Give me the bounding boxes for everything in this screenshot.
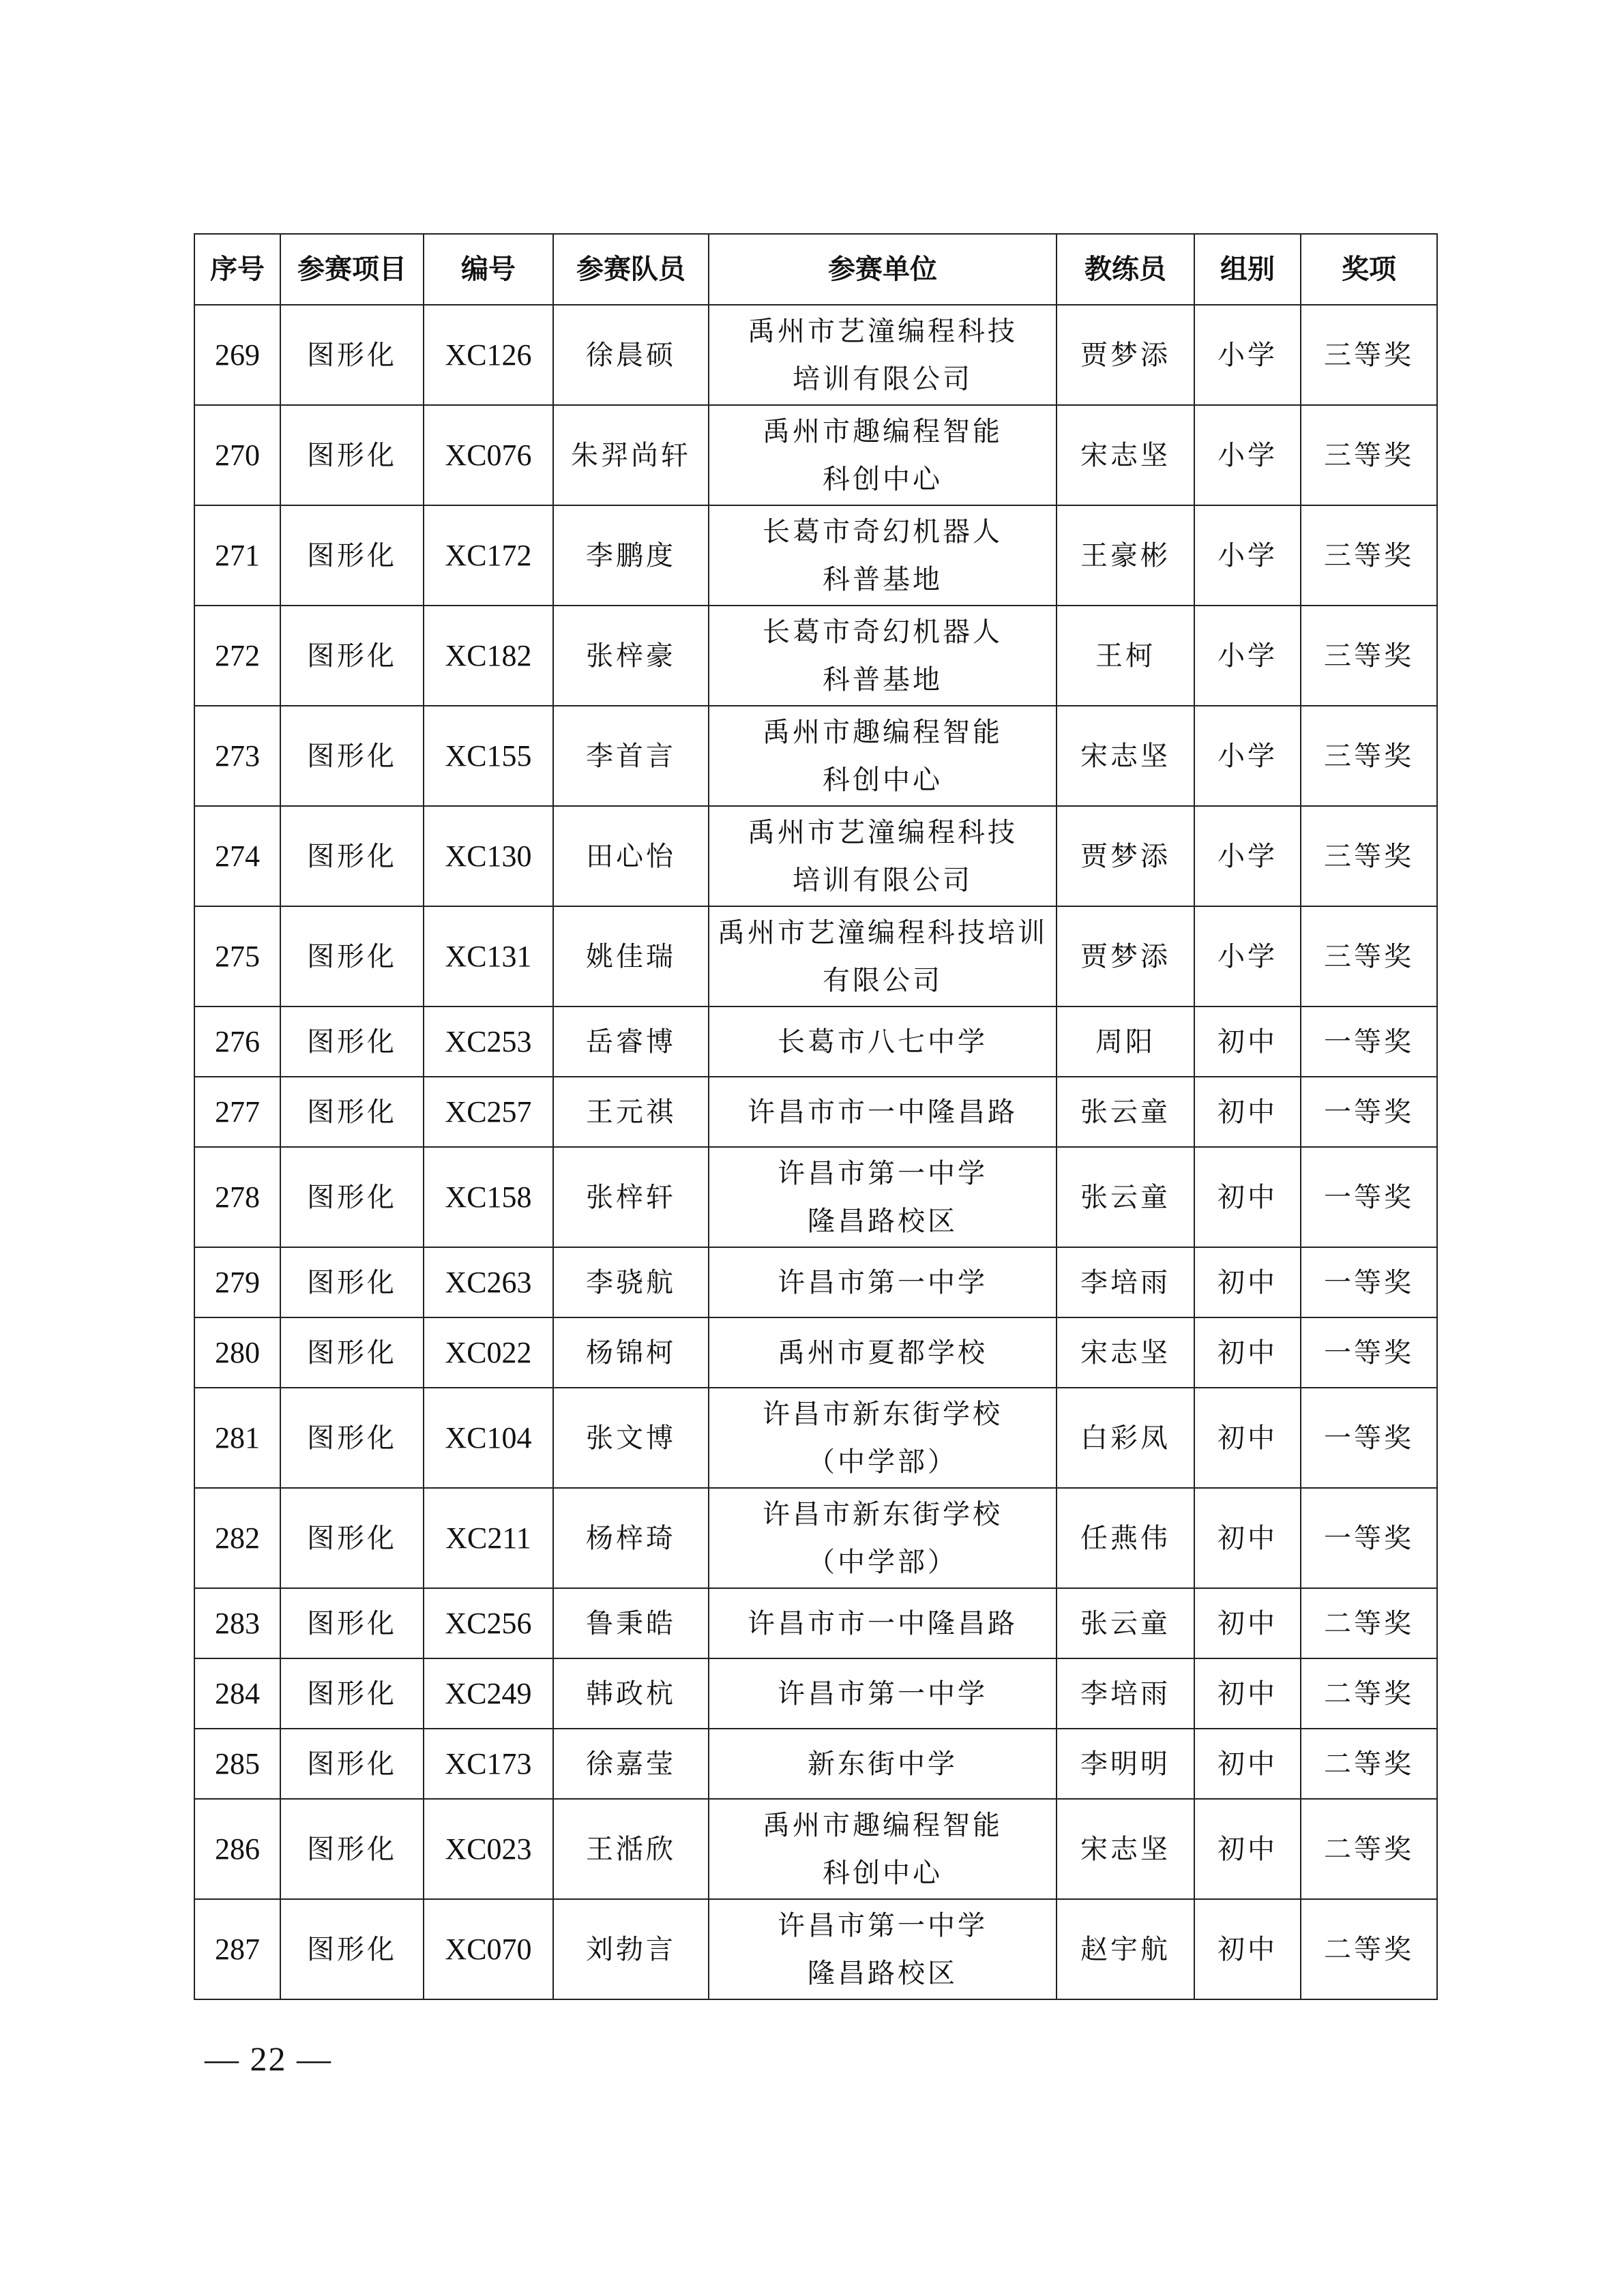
- org-line: 许昌市第一中学: [778, 1909, 988, 1941]
- table-row: [194, 1899, 1437, 1999]
- cell-coach: 任燕伟: [1057, 1488, 1194, 1588]
- cell-no: 273: [194, 706, 280, 806]
- header-row: [194, 234, 1437, 305]
- org-line: 禹州市趣编程智能: [763, 415, 1003, 447]
- cell-org: [709, 1899, 1057, 1999]
- cell-award: 三等奖: [1301, 405, 1437, 505]
- award-table: [194, 233, 1438, 2000]
- org-line: 禹州市趣编程智能: [763, 1809, 1003, 1841]
- cell-project: 图形化: [280, 1729, 424, 1799]
- cell-award: 三等奖: [1301, 305, 1437, 405]
- org-line: 科创中心: [823, 1857, 943, 1889]
- cell-project: 图形化: [280, 1317, 424, 1388]
- cell-code: XC070: [424, 1899, 553, 1999]
- cell-coach: 周阳: [1057, 1007, 1194, 1077]
- cell-code: XC256: [424, 1588, 553, 1658]
- table-row: [194, 806, 1437, 906]
- cell-org: [709, 1247, 1057, 1317]
- cell-coach: 白彩凤: [1057, 1388, 1194, 1488]
- cell-coach: 贾梦添: [1057, 305, 1194, 405]
- cell-no: 285: [194, 1729, 280, 1799]
- cell-group: 初中: [1194, 1317, 1301, 1388]
- cell-no: 272: [194, 606, 280, 706]
- cell-group: 初中: [1194, 1588, 1301, 1658]
- cell-org: [709, 405, 1057, 505]
- cell-org: [709, 505, 1057, 606]
- cell-group: 初中: [1194, 1658, 1301, 1729]
- cell-org: [709, 806, 1057, 906]
- cell-group: 初中: [1194, 1077, 1301, 1147]
- cell-org: [709, 1077, 1057, 1147]
- table-row: [194, 1729, 1437, 1799]
- org-line: 科普基地: [823, 664, 943, 696]
- cell-group: 小学: [1194, 405, 1301, 505]
- cell-member: 徐晨硕: [553, 305, 709, 405]
- cell-code: XC155: [424, 706, 553, 806]
- table-row: [194, 305, 1437, 405]
- cell-award: 二等奖: [1301, 1658, 1437, 1729]
- header-project: 参赛项目: [280, 234, 424, 305]
- header-coach: 教练员: [1057, 234, 1194, 305]
- cell-coach: 宋志坚: [1057, 405, 1194, 505]
- table-row: [194, 1247, 1437, 1317]
- cell-org: [709, 1147, 1057, 1247]
- table-row: [194, 1317, 1437, 1388]
- cell-org: [709, 1588, 1057, 1658]
- table-row: [194, 906, 1437, 1007]
- cell-no: 286: [194, 1799, 280, 1899]
- page-number: — 22 —: [205, 2040, 332, 2078]
- cell-member: 王元祺: [553, 1077, 709, 1147]
- cell-coach: 王豪彬: [1057, 505, 1194, 606]
- org-line: 隆昌路校区: [808, 1957, 958, 1989]
- cell-project: 图形化: [280, 1588, 424, 1658]
- cell-no: 274: [194, 806, 280, 906]
- org-line: 长葛市奇幻机器人: [763, 516, 1003, 548]
- table-row: [194, 1799, 1437, 1899]
- cell-org: [709, 1007, 1057, 1077]
- cell-coach: 张云童: [1057, 1077, 1194, 1147]
- cell-member: 刘勃言: [553, 1899, 709, 1999]
- cell-member: 王湉欣: [553, 1799, 709, 1899]
- cell-project: 图形化: [280, 1247, 424, 1317]
- cell-code: XC263: [424, 1247, 553, 1317]
- cell-org: [709, 1729, 1057, 1799]
- cell-member: 徐嘉莹: [553, 1729, 709, 1799]
- cell-award: 一等奖: [1301, 1007, 1437, 1077]
- cell-project: 图形化: [280, 1799, 424, 1899]
- cell-code: XC022: [424, 1317, 553, 1388]
- cell-code: XC023: [424, 1799, 553, 1899]
- cell-member: 韩政杭: [553, 1658, 709, 1729]
- cell-member: 杨梓琦: [553, 1488, 709, 1588]
- org-line: 许昌市第一中学: [778, 1157, 988, 1189]
- cell-coach: 张云童: [1057, 1147, 1194, 1247]
- table-row: [194, 405, 1437, 505]
- org-line: 培训有限公司: [793, 363, 973, 395]
- cell-code: XC211: [424, 1488, 553, 1588]
- org-line: 隆昌路校区: [808, 1205, 958, 1237]
- cell-project: 图形化: [280, 906, 424, 1007]
- cell-no: 279: [194, 1247, 280, 1317]
- cell-member: 张梓豪: [553, 606, 709, 706]
- cell-group: 初中: [1194, 1799, 1301, 1899]
- cell-group: 初中: [1194, 1729, 1301, 1799]
- cell-coach: 贾梦添: [1057, 806, 1194, 906]
- cell-award: 一等奖: [1301, 1488, 1437, 1588]
- org-line: （中学部）: [808, 1546, 958, 1578]
- cell-code: XC257: [424, 1077, 553, 1147]
- cell-coach: 贾梦添: [1057, 906, 1194, 1007]
- cell-code: XC130: [424, 806, 553, 906]
- cell-coach: 宋志坚: [1057, 1799, 1194, 1899]
- cell-code: XC126: [424, 305, 553, 405]
- org-line: 培训有限公司: [793, 864, 973, 896]
- cell-no: 270: [194, 405, 280, 505]
- cell-award: 三等奖: [1301, 906, 1437, 1007]
- org-line: 许昌市第一中学: [778, 1266, 988, 1298]
- cell-coach: 李培雨: [1057, 1658, 1194, 1729]
- org-line: 禹州市艺潼编程科技: [748, 315, 1018, 347]
- org-line: 许昌市新东街学校: [763, 1398, 1003, 1430]
- table-row: [194, 1388, 1437, 1488]
- cell-award: 一等奖: [1301, 1388, 1437, 1488]
- cell-award: 三等奖: [1301, 706, 1437, 806]
- org-line: 禹州市艺潼编程科技培训: [718, 916, 1048, 949]
- table-body: [194, 305, 1437, 1999]
- org-line: 许昌市第一中学: [778, 1678, 988, 1710]
- org-line: 有限公司: [823, 964, 943, 996]
- org-line: 长葛市八七中学: [778, 1026, 988, 1058]
- cell-group: 初中: [1194, 1388, 1301, 1488]
- cell-award: 二等奖: [1301, 1729, 1437, 1799]
- cell-group: 小学: [1194, 305, 1301, 405]
- table-row: [194, 505, 1437, 606]
- cell-code: XC104: [424, 1388, 553, 1488]
- cell-no: 284: [194, 1658, 280, 1729]
- cell-no: 269: [194, 305, 280, 405]
- org-line: 许昌市市一中隆昌路: [748, 1607, 1018, 1639]
- cell-org: [709, 305, 1057, 405]
- header-org: 参赛单位: [709, 234, 1057, 305]
- org-line: 科普基地: [823, 563, 943, 595]
- cell-project: 图形化: [280, 1658, 424, 1729]
- cell-member: 杨锦柯: [553, 1317, 709, 1388]
- cell-code: XC158: [424, 1147, 553, 1247]
- header-member: 参赛队员: [553, 234, 709, 305]
- cell-org: [709, 706, 1057, 806]
- header-award: 奖项: [1301, 234, 1437, 305]
- header-no: 序号: [194, 234, 280, 305]
- cell-no: 280: [194, 1317, 280, 1388]
- cell-coach: 王柯: [1057, 606, 1194, 706]
- cell-award: 一等奖: [1301, 1317, 1437, 1388]
- cell-code: XC249: [424, 1658, 553, 1729]
- cell-no: 283: [194, 1588, 280, 1658]
- cell-no: 281: [194, 1388, 280, 1488]
- cell-coach: 李明明: [1057, 1729, 1194, 1799]
- cell-award: 一等奖: [1301, 1247, 1437, 1317]
- cell-member: 李首言: [553, 706, 709, 806]
- cell-org: [709, 606, 1057, 706]
- cell-no: 275: [194, 906, 280, 1007]
- cell-member: 张梓轩: [553, 1147, 709, 1247]
- cell-member: 张文博: [553, 1388, 709, 1488]
- cell-group: 初中: [1194, 1247, 1301, 1317]
- cell-project: 图形化: [280, 1077, 424, 1147]
- cell-project: 图形化: [280, 1147, 424, 1247]
- cell-no: 271: [194, 505, 280, 606]
- cell-project: 图形化: [280, 1488, 424, 1588]
- cell-member: 李骁航: [553, 1247, 709, 1317]
- cell-code: XC182: [424, 606, 553, 706]
- table-row: [194, 706, 1437, 806]
- cell-award: 三等奖: [1301, 606, 1437, 706]
- cell-code: XC172: [424, 505, 553, 606]
- cell-org: [709, 1317, 1057, 1388]
- cell-coach: 李培雨: [1057, 1247, 1194, 1317]
- cell-no: 278: [194, 1147, 280, 1247]
- cell-member: 姚佳瑞: [553, 906, 709, 1007]
- cell-award: 二等奖: [1301, 1799, 1437, 1899]
- cell-org: [709, 1658, 1057, 1729]
- cell-project: 图形化: [280, 806, 424, 906]
- cell-member: 朱羿尚轩: [553, 405, 709, 505]
- table-row: [194, 1077, 1437, 1147]
- cell-member: 鲁秉皓: [553, 1588, 709, 1658]
- cell-org: [709, 1799, 1057, 1899]
- cell-group: 初中: [1194, 1899, 1301, 1999]
- cell-group: 初中: [1194, 1488, 1301, 1588]
- org-line: 禹州市夏都学校: [778, 1337, 988, 1369]
- cell-project: 图形化: [280, 405, 424, 505]
- cell-no: 287: [194, 1899, 280, 1999]
- cell-member: 田心怡: [553, 806, 709, 906]
- cell-group: 小学: [1194, 505, 1301, 606]
- cell-org: [709, 1388, 1057, 1488]
- cell-award: 三等奖: [1301, 505, 1437, 606]
- cell-group: 初中: [1194, 1007, 1301, 1077]
- cell-award: 三等奖: [1301, 806, 1437, 906]
- cell-org: [709, 906, 1057, 1007]
- cell-project: 图形化: [280, 606, 424, 706]
- cell-group: 小学: [1194, 706, 1301, 806]
- table-row: [194, 1007, 1437, 1077]
- org-line: 科创中心: [823, 463, 943, 495]
- cell-project: 图形化: [280, 305, 424, 405]
- cell-group: 小学: [1194, 606, 1301, 706]
- table-row: [194, 1147, 1437, 1247]
- org-line: 许昌市市一中隆昌路: [748, 1096, 1018, 1128]
- cell-org: [709, 1488, 1057, 1588]
- cell-group: 小学: [1194, 806, 1301, 906]
- cell-no: 276: [194, 1007, 280, 1077]
- cell-member: 岳睿博: [553, 1007, 709, 1077]
- org-line: 许昌市新东街学校: [763, 1498, 1003, 1530]
- cell-code: XC173: [424, 1729, 553, 1799]
- cell-award: 二等奖: [1301, 1899, 1437, 1999]
- cell-no: 277: [194, 1077, 280, 1147]
- cell-project: 图形化: [280, 505, 424, 606]
- cell-member: 李鹏度: [553, 505, 709, 606]
- org-line: （中学部）: [808, 1446, 958, 1478]
- cell-project: 图形化: [280, 1007, 424, 1077]
- cell-code: XC131: [424, 906, 553, 1007]
- cell-award: 一等奖: [1301, 1147, 1437, 1247]
- table-row: [194, 1488, 1437, 1588]
- cell-award: 一等奖: [1301, 1077, 1437, 1147]
- cell-group: 初中: [1194, 1147, 1301, 1247]
- cell-coach: 张云童: [1057, 1588, 1194, 1658]
- cell-code: XC076: [424, 405, 553, 505]
- cell-no: 282: [194, 1488, 280, 1588]
- cell-coach: 宋志坚: [1057, 1317, 1194, 1388]
- org-line: 新东街中学: [808, 1748, 958, 1780]
- cell-project: 图形化: [280, 1899, 424, 1999]
- cell-coach: 赵宇航: [1057, 1899, 1194, 1999]
- cell-award: 二等奖: [1301, 1588, 1437, 1658]
- table-row: [194, 606, 1437, 706]
- org-line: 科创中心: [823, 764, 943, 796]
- cell-group: 小学: [1194, 906, 1301, 1007]
- header-code: 编号: [424, 234, 553, 305]
- table-row: [194, 1588, 1437, 1658]
- header-group: 组别: [1194, 234, 1301, 305]
- cell-project: 图形化: [280, 706, 424, 806]
- table-row: [194, 1658, 1437, 1729]
- cell-project: 图形化: [280, 1388, 424, 1488]
- cell-coach: 宋志坚: [1057, 706, 1194, 806]
- org-line: 长葛市奇幻机器人: [763, 616, 1003, 648]
- org-line: 禹州市艺潼编程科技: [748, 816, 1018, 848]
- cell-code: XC253: [424, 1007, 553, 1077]
- org-line: 禹州市趣编程智能: [763, 716, 1003, 748]
